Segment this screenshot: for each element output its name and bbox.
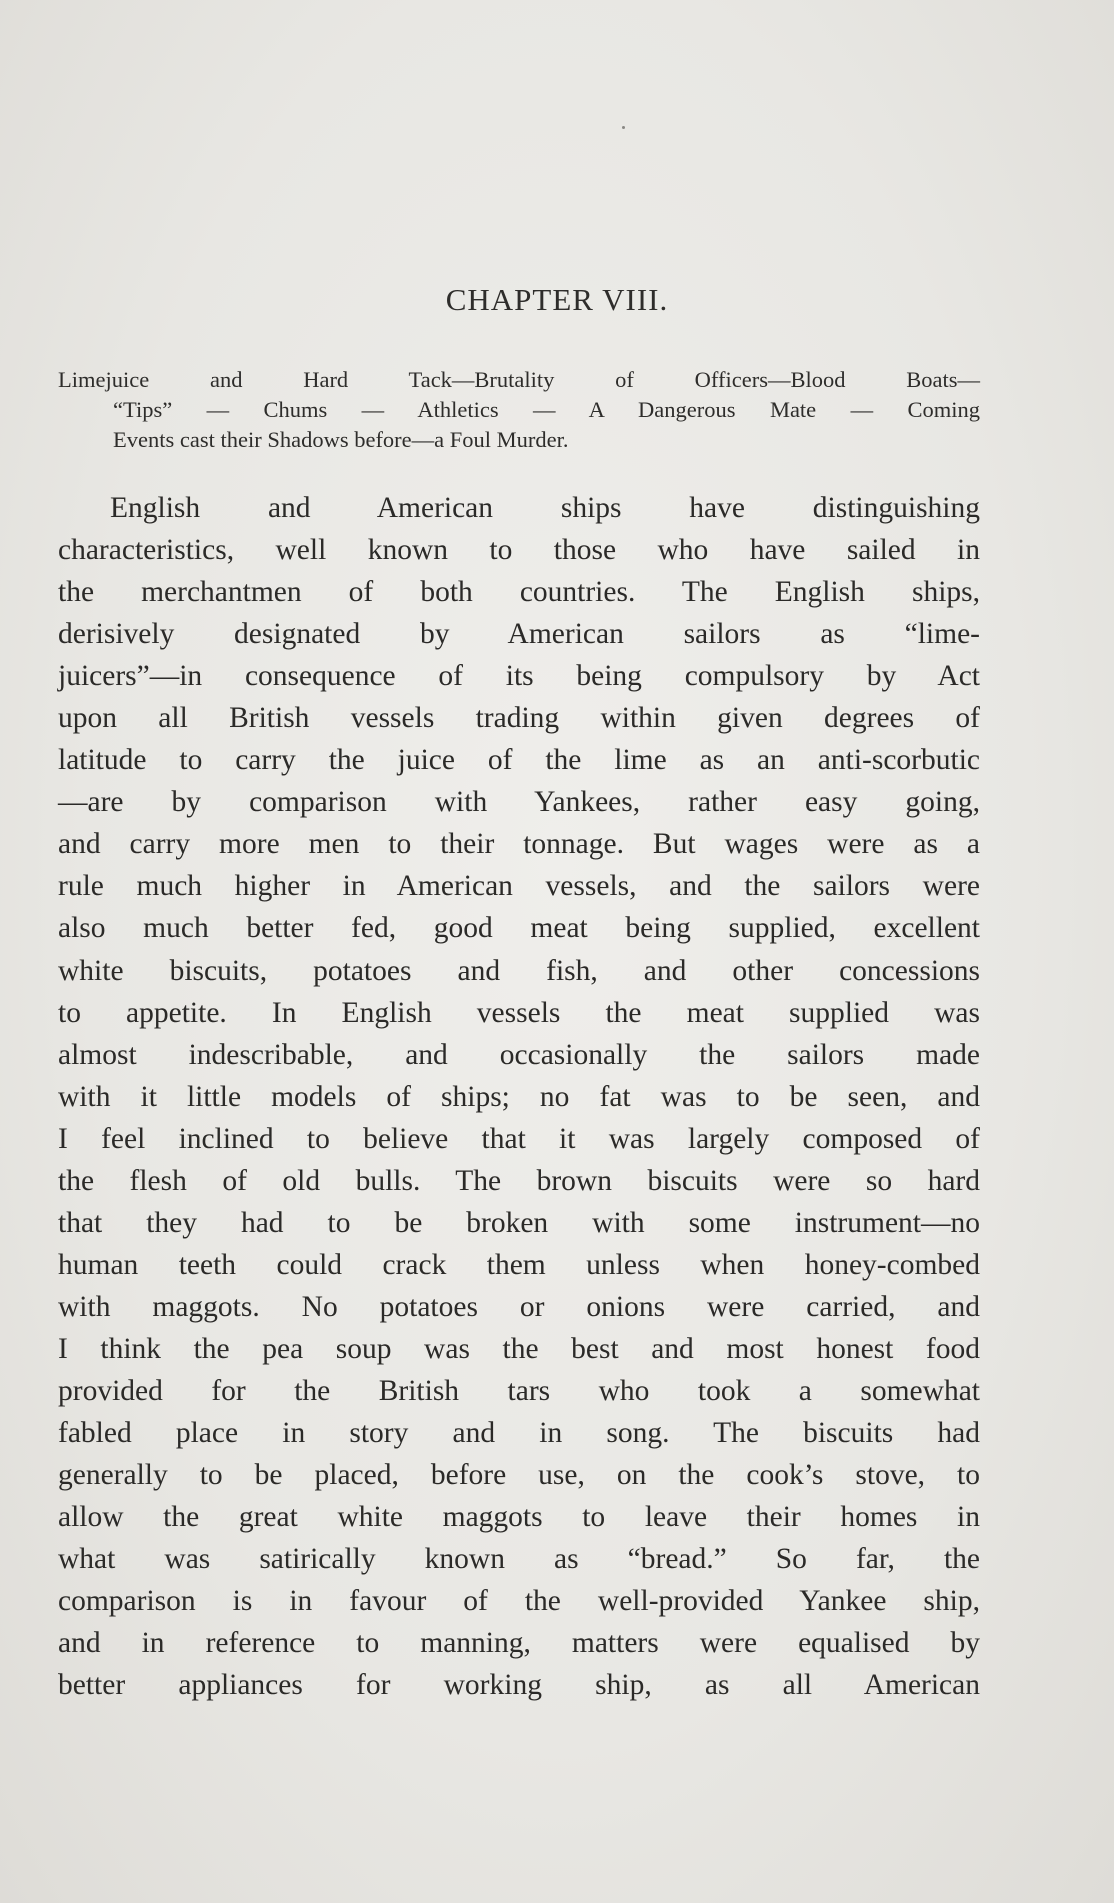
body-line: derisively designated by American sailors as “lime- [58,618,980,651]
body-line: what was satirically known as “bread.” So far, the [58,1543,980,1576]
chapter-synopsis [58,365,980,455]
body-line: and in reference to manning, matters were equalised by [58,1627,980,1660]
body-line: juicers”—in consequence of its being compulsory by Act [58,660,980,693]
body-line: almost indescribable, and occasionally the sailors made [58,1038,980,1071]
body-line: upon all British vessels trading within given degrees of [58,702,980,735]
body-line: I think the pea soup was the best and most honest food [58,1332,980,1365]
body-line: with maggots. No potatoes or onions were carried, and [58,1290,980,1323]
body-line: white biscuits, potatoes and fish, and other concessions [58,954,980,987]
body-line: that they had to be broken with some instrument—no [58,1206,980,1239]
body-line: English and American ships have distinguishing [110,492,980,524]
body-line: better appliances for working ship, as all American [58,1669,980,1702]
body-line: latitude to carry the juice of the lime as an anti-scorbutic [58,744,980,777]
body-line: allow the great white maggots to leave their homes in [58,1501,980,1534]
body-line: also much better fed, good meat being supplied, excellent [58,912,980,945]
paper-speck [622,126,625,129]
body-paragraph [58,487,980,1706]
body-line: generally to be placed, before use, on the cook’s stove, to [58,1459,980,1492]
synopsis-line: Limejuice and Hard Tack—Brutality of Officers—Blood Boats— [58,367,980,392]
body-line: the merchantmen of both countries. The English ships, [58,576,980,609]
synopsis-line: “Tips” — Chums — Athletics — A Dangerous Mate — Coming [113,397,980,422]
body-line: and carry more men to their tonnage. But wages were as a [58,828,980,861]
body-line: rule much higher in American vessels, and the sailors were [58,870,980,903]
synopsis-line: Events cast their Shadows before—a Foul Murder. [113,427,569,452]
body-line: provided for the British tars who took a somewhat [58,1374,980,1407]
body-line: I feel inclined to believe that it was largely composed of [58,1122,980,1155]
body-line: comparison is in favour of the well-provided Yankee ship, [58,1585,980,1618]
chapter-title: CHAPTER VIII. [445,282,669,317]
body-line: —are by comparison with Yankees, rather easy going, [58,786,980,819]
body-line: characteristics, well known to those who have sailed in [58,534,980,567]
body-line: with it little models of ships; no fat was to be seen, and [58,1080,980,1113]
body-line: to appetite. In English vessels the meat supplied was [58,996,980,1029]
body-line: human teeth could crack them unless when honey-combed [58,1248,980,1281]
body-line: fabled place in story and in song. The biscuits had [58,1417,980,1450]
body-line: the flesh of old bulls. The brown biscuits were so hard [58,1164,980,1197]
